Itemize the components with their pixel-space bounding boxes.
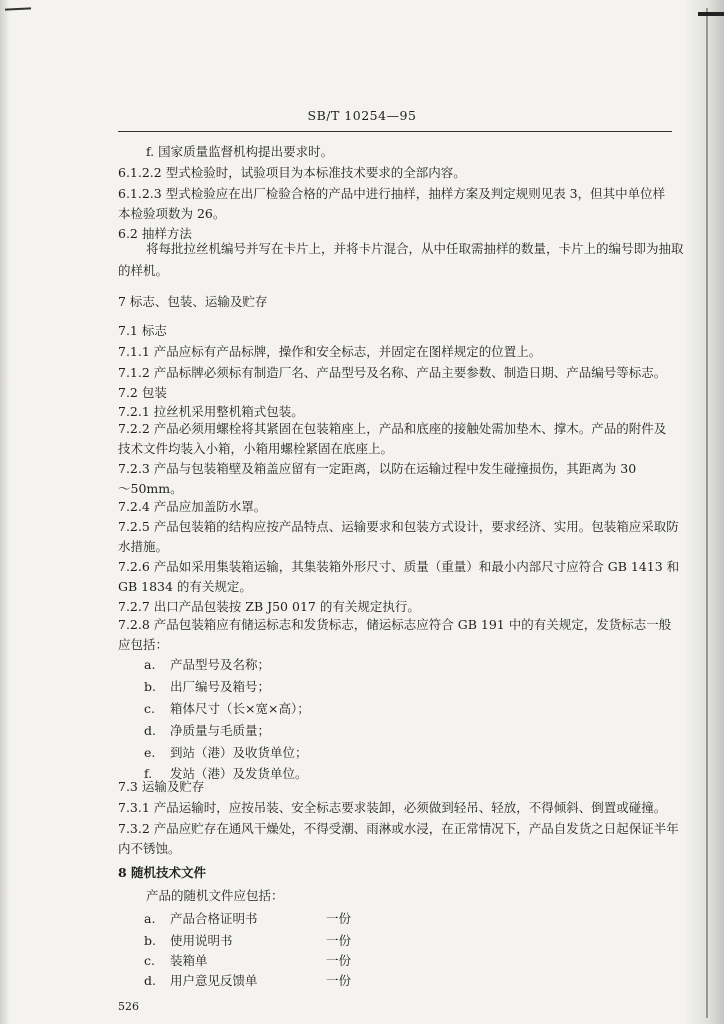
doc-item-copies: 一份 — [326, 933, 352, 948]
doc-item-name: 装箱单 — [170, 953, 208, 968]
section-heading: 6.2 抽样方法 — [118, 226, 192, 241]
text-line: 的样机。 — [118, 263, 169, 278]
section-heading: 7.3 运输及贮存 — [118, 779, 205, 794]
section-heading: 7 标志、包装、运输及贮存 — [118, 294, 268, 309]
doc-item-letter: a. — [144, 911, 156, 926]
scan-edge-line — [706, 8, 708, 1018]
list-item-letter: f. — [144, 766, 153, 781]
scan-edge-left — [0, 0, 10, 1024]
list-item-letter: a. — [144, 657, 156, 672]
section-heading: 8 随机技术文件 — [118, 865, 207, 880]
text-line: 7.3.1 产品运输时，应按吊装、安全标志要求装卸，必须做到轻吊、轻放，不得倾斜、倒置或碰撞。 — [118, 800, 667, 815]
text-line: 7.1.1 产品应标有产品标牌，操作和安全标志，并固定在图样规定的位置上。 — [118, 344, 542, 359]
text-line: 6.1.2.2 型式检验时，试验项目为本标准技术要求的全部内容。 — [118, 165, 466, 180]
list-item: 发站（港）及发货单位。 — [170, 766, 308, 781]
scan-edge-right — [684, 0, 724, 1024]
doc-item-letter: d. — [144, 973, 156, 988]
list-item: 箱体尺寸（长×宽×高）； — [170, 701, 310, 716]
doc-item-copies: 一份 — [326, 911, 352, 926]
list-item: 到站（港）及收货单位； — [170, 745, 308, 760]
text-line: 水措施。 — [118, 539, 169, 554]
text-line: 7.2.6 产品如采用集装箱运输，其集装箱外形尺寸、质量（重量）和最小内部尺寸应符合 GB 1413 和 — [118, 559, 680, 574]
text-line: f. 国家质量监督机构提出要求时。 — [146, 144, 334, 159]
text-line: 将每批拉丝机编号并写在卡片上，并将卡片混合，从中任取需抽样的数量，卡片上的编号即为抽取 — [146, 241, 684, 256]
doc-item-name: 使用说明书 — [170, 933, 233, 948]
text-line: 7.2.2 产品必须用螺栓将其紧固在包装箱座上，产品和底座的接触处需加垫木、撑木。产品的附件及 — [118, 421, 667, 436]
doc-item-copies: 一份 — [326, 973, 352, 988]
doc-item-name: 产品合格证明书 — [170, 911, 258, 926]
page-number: 526 — [118, 1000, 139, 1013]
section-heading: 7.1 标志 — [118, 323, 167, 338]
text-line: 7.2.7 出口产品包装按 ZB J50 017 的有关规定执行。 — [118, 599, 420, 614]
text-line: 本检验项数为 26。 — [118, 206, 226, 221]
text-line: 应包括： — [118, 637, 169, 652]
text-line: ～50mm。 — [118, 481, 183, 496]
text-line: 内不锈蚀。 — [118, 841, 181, 856]
list-item-letter: e. — [144, 745, 156, 760]
text-line: 7.2.4 产品应加盖防水罩。 — [118, 499, 267, 514]
list-item-letter: c. — [144, 701, 155, 716]
standard-header: SB/T 10254—95 — [307, 108, 417, 123]
text-line: 7.2.5 产品包装箱的结构应按产品特点、运输要求和包装方式设计，要求经济、实用。包装箱应采取防 — [118, 519, 679, 534]
text-line: 技术文件均装入小箱，小箱用螺栓紧固在底座上。 — [118, 441, 394, 456]
list-item: 出厂编号及箱号； — [170, 679, 271, 694]
text-line: 产品的随机文件应包括： — [146, 888, 284, 903]
list-item-letter: d. — [144, 723, 156, 738]
doc-item-copies: 一份 — [326, 953, 352, 968]
scan-mark-right — [698, 12, 724, 16]
section-heading: 7.2 包装 — [118, 385, 167, 400]
text-line: 7.2.8 产品包装箱应有储运标志和发货标志，储运标志应符合 GB 191 中的有关规定，发货标志一般 — [118, 617, 672, 632]
list-item: 产品型号及名称； — [170, 657, 271, 672]
text-line: GB 1834 的有关规定。 — [118, 579, 252, 594]
text-line: 7.2.1 拉丝机采用整机箱式包装。 — [118, 404, 304, 419]
list-item-letter: b. — [144, 679, 156, 694]
text-line: 7.3.2 产品应贮存在通风干燥处，不得受潮、雨淋或水浸，在正常情况下，产品自发货之日起保证半年 — [118, 821, 679, 836]
doc-item-letter: c. — [144, 953, 155, 968]
list-item: 净质量与毛质量； — [170, 723, 271, 738]
text-line: 7.2.3 产品与包装箱壁及箱盖应留有一定距离，以防在运输过程中发生碰撞损伤，其距离为 30 — [118, 461, 637, 476]
text-line: 7.1.2 产品标牌必须标有制造厂名、产品型号及名称、产品主要参数、制造日期、产品编号等标志。 — [118, 365, 667, 380]
scan-mark-left — [5, 7, 31, 10]
doc-item-letter: b. — [144, 933, 156, 948]
header-rule — [118, 131, 672, 132]
text-line: 6.1.2.3 型式检验应在出厂检验合格的产品中进行抽样，抽样方案及判定规则见表 3，但其中单位样 — [118, 186, 666, 201]
doc-item-name: 用户意见反馈单 — [170, 973, 258, 988]
